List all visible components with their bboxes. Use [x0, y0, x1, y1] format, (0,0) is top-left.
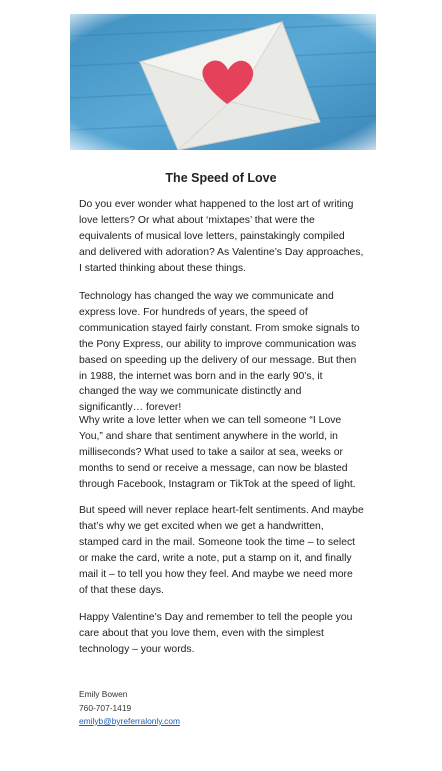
hero-image — [70, 14, 376, 150]
paragraph: Technology has changed the way we communicate and express love. For hundreds of years, the speed of communication stayed fairly constant. From smoke signals to the Pony Express, our ability to improve communication was based on speeding up the delivery of our message. But then in 1988, the internet was born and in the early 90’s, it changed the way we communicate distinctly and significantly… forever! — [79, 291, 360, 414]
signature-block — [79, 688, 180, 729]
paragraph: Happy Valentine’s Day and remember to tell the people you care about that you love them, even with the simplest technology – your words. — [79, 612, 353, 655]
signature-email-link[interactable]: emilyb@byreferralonly.com — [79, 716, 180, 726]
paragraph: Do you ever wonder what happened to the lost art of writing love letters? Or what about ‘mixtapes’ that were the equivalents of musical love letters, painstakingly compiled and delivered with adoration? As Valentine’s Day approaches, I started thinking about these things. — [79, 199, 364, 274]
signature-name: Emily Bowen — [79, 689, 128, 699]
envelope-heart-icon — [70, 14, 376, 150]
signature-phone: 760-707-1419 — [79, 702, 132, 713]
paragraph: Why write a love letter when we can tell someone “I Love You,” and share that sentiment anywhere in the world, in milliseconds? What used to take a sailor at sea, weeks or months to send or receive a message, can now be blasted through Facebook, Instagram or TikTok at the speed of light. — [79, 415, 356, 490]
article-title: The Speed of Love — [165, 171, 277, 185]
paragraph: But speed will never replace heart-felt sentiments. And maybe that’s why we get excited when we get a handwritten, stamped card in the mail. Someone took the time – to select or make the card, write a note, put a stamp on it, and finally mail it – to tell you how they feel. And maybe we need more of that these days. — [79, 505, 364, 596]
